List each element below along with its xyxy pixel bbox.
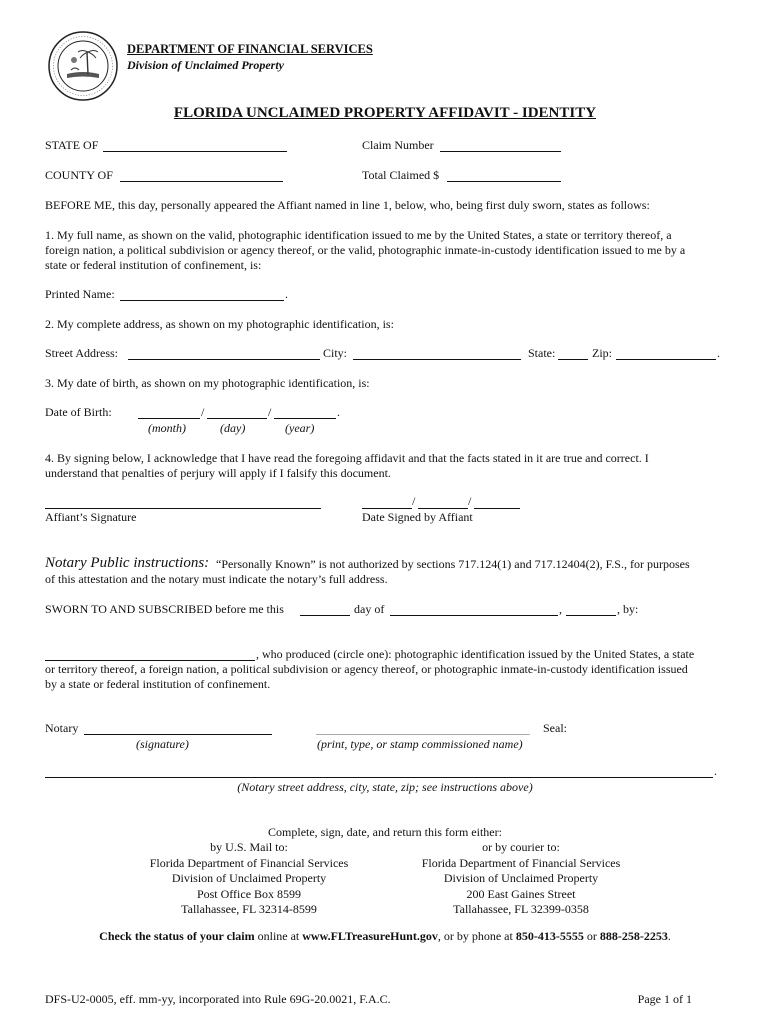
state-label: State: (528, 346, 556, 360)
state-seal (47, 30, 119, 102)
courier-line3: 200 East Gaines Street (466, 886, 576, 901)
total-claimed-label: Total Claimed $ (362, 168, 440, 182)
zip-label: Zip: (592, 346, 612, 360)
notary-label: Notary (45, 721, 79, 735)
status-text-4: . (667, 929, 671, 943)
state-of-field[interactable] (103, 151, 287, 152)
seal-icon (47, 30, 119, 102)
department-name: DEPARTMENT OF FINANCIAL SERVICES (127, 42, 373, 56)
mail-line1: Florida Department of Financial Services (149, 855, 349, 870)
date-signed-year-field[interactable] (474, 508, 520, 509)
status-text-1: online at (254, 929, 303, 943)
item4-line1: 4. By signing below, I acknowledge that I have read the foregoing affidavit and that the facts stated in it are true and correct. I (45, 451, 649, 465)
dob-month-caption: (month) (148, 421, 186, 435)
printed-name-period: . (285, 287, 288, 301)
notary-address-period: . (714, 764, 717, 778)
status-text-2: , or by phone at (437, 929, 516, 943)
phone-1[interactable]: 850-413-5555 (515, 929, 584, 943)
sworn-day-field[interactable] (300, 615, 350, 616)
dob-period: . (337, 405, 340, 419)
date-signed-slash-2: / (468, 494, 472, 508)
date-signed-slash-1: / (412, 494, 416, 508)
intro-paragraph: BEFORE ME, this day, personally appeared the Affiant named in line 1, below, who, being first duly sworn, states as follows: (45, 198, 650, 212)
printed-name-field[interactable] (120, 300, 284, 301)
seal-label: Seal: (543, 721, 567, 735)
notary-address-field[interactable] (45, 777, 713, 778)
notary-instructions-line2: of this attestation and the notary must indicate the notary’s full address. (45, 572, 388, 586)
state-of-label: STATE OF (45, 138, 99, 152)
item4-line2: understand that penalties of perjury will apply if I falsify this document. (45, 466, 391, 480)
sworn-text-b: day of (354, 602, 385, 616)
state-field[interactable] (558, 359, 588, 360)
website-link[interactable]: www.FLTreasureHunt.gov (302, 929, 438, 943)
item1-line1: 1. My full name, as shown on the valid, photographic identification issued to me by the United States, a state or territory thereof, a (45, 228, 672, 242)
street-address-field[interactable] (128, 359, 320, 360)
mail-address-block (130, 840, 368, 918)
notary-instructions-heading: Notary Public instructions: (45, 555, 210, 571)
item1-line3: state or federal institution of confinement, is: (45, 258, 262, 272)
mail-line3: Post Office Box 8599 (196, 886, 302, 901)
notary-signature-field[interactable] (84, 734, 272, 735)
county-of-label: COUNTY OF (45, 168, 113, 182)
item2-text: 2. My complete address, as shown on my photographic identification, is: (45, 317, 394, 331)
mail-line2: Division of Unclaimed Property (171, 871, 327, 885)
date-signed-day-field[interactable] (418, 508, 468, 509)
status-bold-text: Check the status of your claim (99, 929, 255, 943)
courier-address-block (402, 840, 640, 918)
address-period: . (717, 346, 720, 360)
sworn-text-c: , (559, 602, 562, 616)
date-signed-caption: Date Signed by Affiant (362, 510, 473, 524)
zip-field[interactable] (616, 359, 716, 360)
item3-text: 3. My date of birth, as shown on my photographic identification, is: (45, 376, 370, 390)
courier-line2: Division of Unclaimed Property (443, 871, 599, 885)
print-name-caption: (print, type, or stamp commissioned name) (317, 737, 523, 751)
phone-2[interactable]: 888-258-2253 (599, 929, 668, 943)
sworn-month-field[interactable] (390, 615, 558, 616)
dob-year-caption: (year) (285, 421, 315, 435)
dob-year-field[interactable] (274, 418, 336, 419)
dob-month-field[interactable] (138, 418, 200, 419)
dob-label: Date of Birth: (45, 405, 112, 419)
dob-day-caption: (day) (220, 421, 246, 435)
printed-name-label: Printed Name: (45, 287, 115, 301)
dob-day-field[interactable] (207, 418, 267, 419)
affiant-signature-caption: Affiant’s Signature (45, 510, 137, 524)
notary-address-caption: (Notary street address, city, state, zip; see instructions above) (237, 780, 533, 794)
affiant-signature-field[interactable] (45, 508, 321, 509)
city-label: City: (323, 346, 348, 360)
form-id: DFS-U2-0005, eff. mm-yy, incorporated into Rule 69G-20.0021, F.A.C. (45, 992, 391, 1006)
street-address-label: Street Address: (45, 346, 118, 360)
produced-line1: , who produced (circle one): photographic identification issued by the United States, a state (256, 647, 695, 661)
notary-instructions-line1: “Personally Known” is not authorized by sections 717.124(1) and 717.12404(2), F.S., for purposes (216, 557, 690, 571)
claim-number-field[interactable] (440, 151, 561, 152)
status-line (0, 929, 770, 944)
form-title: FLORIDA UNCLAIMED PROPERTY AFFIDAVIT - IDENTITY (173, 105, 597, 121)
signature-caption: (signature) (136, 737, 189, 751)
sworn-text-a: SWORN TO AND SUBSCRIBED before me this (45, 602, 284, 616)
date-signed-month-field[interactable] (362, 508, 412, 509)
produced-line3: by a state or federal institution of confinement. (45, 677, 271, 691)
page-number: Page 1 of 1 (637, 992, 692, 1006)
return-heading: Complete, sign, date, and return this form either: (268, 825, 502, 839)
notary-print-name-field[interactable] (316, 734, 530, 735)
city-field[interactable] (353, 359, 521, 360)
dob-slash-2: / (268, 405, 272, 419)
affiant-name-field[interactable] (45, 660, 255, 661)
mail-method: by U.S. Mail to: (210, 840, 288, 854)
status-text-3: or (583, 929, 600, 943)
sworn-year-field[interactable] (566, 615, 616, 616)
produced-line2: or territory thereof, a foreign nation, a political subdivision or agency thereof, or photographic inmate-in-custody identification issued (45, 662, 688, 676)
total-claimed-field[interactable] (447, 181, 561, 182)
courier-method: or by courier to: (482, 840, 560, 854)
courier-line4: Tallahassee, FL 32399-0358 (453, 902, 589, 916)
item1-line2: foreign nation, a political subdivision or agency thereof, or the valid, photographic inmate-in-custody identification issued to me by a (45, 243, 686, 257)
county-of-field[interactable] (120, 181, 283, 182)
dob-slash-1: / (201, 405, 205, 419)
sworn-text-d: , by: (617, 602, 639, 616)
division-name: Division of Unclaimed Property (127, 58, 284, 72)
claim-number-label: Claim Number (362, 138, 434, 152)
mail-line4: Tallahassee, FL 32314-8599 (181, 902, 317, 916)
courier-line1: Florida Department of Financial Services (421, 855, 621, 870)
